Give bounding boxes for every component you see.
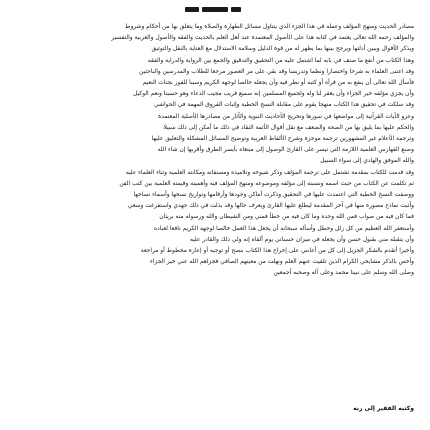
text-line: وأخص بالذكر مشايخي الكرام الذين تلقيت عنهم العلم ونهلت من معينهم الصافي فجزاهم الله عني خير الجزاء [150, 259, 414, 266]
text-line: ووصفت النسخ الخطية التي اعتمدت عليها في التحقيق وذكرت أماكن وجودها وأرقامها وتواريخ نسخها وأسماء نساخها [133, 192, 414, 199]
text-line: وأن يتقبله مني بقبول حسن وأن يجعله في ميزان حسناتي يوم ألقاه إنه ولي ذلك والقادر عليه [190, 236, 414, 243]
text-line: فما كان فيه من صواب فمن الله وحده وما كان فيه من خطأ فمني ومن الشيطان والله ورسوله منه بريئان [159, 214, 414, 221]
text-line: ويذكر الأقوال ويبين أدلتها ويرجح بينها بما يظهر له من قوة الدليل وسلامة الاستدلال مع العناية بالنقل والتوثيق [151, 46, 414, 53]
text-line: وهذا الكتاب من أنفع ما صنف في بابه لما اشتمل عليه من التحقيق والتدقيق والجمع بين الرواية والدراية والفقه [147, 57, 414, 64]
text-line: وقد اعتنى العلماء به شرحا واختصارا ونظما وتدريسا وقد بقي على مر العصور مرجعا للطلاب والمدرسين والباحثين [139, 68, 414, 75]
text-line: وقد سلكت في تحقيق هذا الكتاب منهجا يقوم على مقابلة النسخ الخطية وإثبات الفروق المهمة في الحواشي [154, 102, 414, 109]
paragraph-second [16, 168, 414, 280]
text-line: ثم تكلمت عن الكتاب من حيث اسمه ونسبته إلى مؤلفه وموضوعه ومنهج المؤلف فيه وأهميته وقيمته العلمية بين كتب الفن [119, 180, 414, 187]
text-line: وصلى الله وسلم على نبينا محمد وعلى آله وصحبه أجمعين [273, 270, 414, 277]
text-line: وأخيرا أتقدم بالشكر الجزيل إلى كل من أعانني على إخراج هذا الكتاب بنصح أو توجيه أو إعارة مخطوط أو مراجعة [140, 248, 414, 255]
text-line: وصنع الفهارس العلمية اللازمة التي تيسر على القارئ الوصول إلى مبتغاه بأيسر الطرق وأقربها إن شاء الله [157, 147, 414, 154]
text-line: مصادر الحديث ومنهج المؤلف وعمله في هذا الجزء الذي يتناول مسائل الطهارة والصلاة وما يتعلق بها من أحكام وشروط [125, 24, 414, 30]
text-line: وقد قدمت للكتاب بمقدمة تشتمل على ترجمة المؤلف وذكر شيوخه وتلاميذه ومصنفاته ومكانته العلمية وثناء العلماء عليه [125, 169, 414, 176]
text-line: والحكم عليها بما يليق بها من الصحة والضعف مع نقل أقوال الأئمة النقاد في ذلك ما أمكن إلى ذلك سبيلا [163, 124, 414, 131]
text-line: فأسأل الله تعالى أن ينفع به من قرأه أو كتبه أو نظر فيه وأن يجعله خالصا لوجهه الكريم وسببا للفوز بجنات النعيم [142, 80, 414, 87]
paragraph-first [16, 22, 414, 168]
ornament-segment [231, 7, 241, 12]
header-ornament [185, 6, 245, 12]
footer-note: وكتبه الفقير إلى ربه [353, 405, 414, 412]
ornament-segment [202, 7, 228, 12]
ornament-segment [185, 7, 199, 12]
document-page [16, 22, 414, 280]
text-line: وترجمة الأعلام غير المشهورين ترجمة موجزة وشرح الألفاظ الغريبة وتوضيح المسائل المشكلة والتعليق عليها [151, 136, 414, 143]
text-line: وأستغفر الله العظيم من كل زلل وخطل وأسأله سبحانه أن يجعل هذا العمل خالصا لوجهه الكريم نافعا لعباده [154, 225, 414, 232]
text-line: والمؤلف رحمه الله تعالى يعتمد في كتابه هذا على الأصول المعتمدة عند أهل العلم بالحديث والفقه والأصول والعربية والتفسير [111, 35, 414, 42]
text-line: وأثبت نماذج مصورة منها في آخر المقدمة ليطلع عليها القارئ ويعرف حالها وقد بذلت في ذلك جهدي واستفرغت وسعي [127, 203, 414, 210]
text-line: وأن يجزي مؤلفه خير الجزاء وأن يغفر لنا وله ولجميع المسلمين إنه سميع قريب مجيب الدعاء وهو حسبنا ونعم الوكيل [133, 91, 414, 98]
text-line: والله الموفق والهادي إلى سواء السبيل [320, 158, 414, 165]
text-line: وعزو الآيات القرآنية إلى مواضعها في سورها وتخريج الأحاديث النبوية والآثار من مصادرها الأصلية المعتمدة [158, 113, 414, 120]
